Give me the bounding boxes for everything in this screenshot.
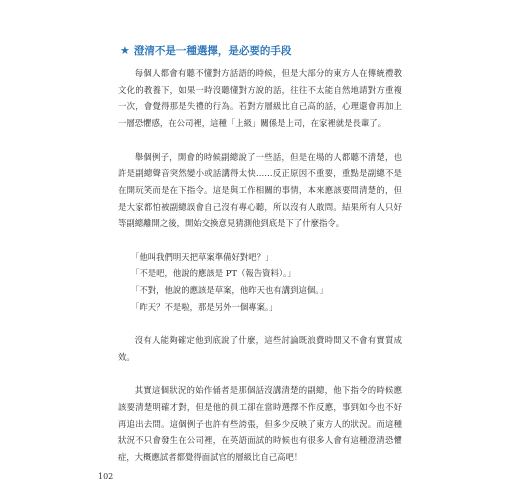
paragraph-3: 沒有人能夠確定他到底說了什麼，這些討論既浪費時間又不會有實質成效。 — [118, 335, 402, 362]
star-icon: ★ — [120, 44, 130, 57]
paragraph-2: 舉個例子，開會的時候副總說了一些話，但是在場的人都聽不清楚，也許是副總聲音突然變小或話講得太快……反正原因不重要，重點是副總不是在開玩笑而是在下指令。這是與工作相關的事情，本來應該要問清楚的，但是大家都怕被副總誤會自己沒有專心聽，所以沒有人敢問。結果所有人只好等副總離開之後，開始交換意見猜測他到底是下了什麼指令。 — [118, 151, 402, 229]
paragraph-gap — [118, 132, 402, 149]
paragraph-4: 其實這個狀況的始作俑者是那個話沒講清楚的副總，他下指令的時候應該要清楚明確才對，但是他的員工卻在當時選擇不作反應，事到如今也不好再追出去問。這個例子也許有些誇張，但多少反映了東方人的狀況。而這種狀況不只會發生在公司裡，在英語面試的時候也有很多人會有這種澄清恐懼症，大概應試者都覺得面試官的層級比自己高吧！ — [118, 385, 402, 463]
paragraph-gap — [118, 232, 402, 249]
paragraph-gap — [118, 316, 402, 333]
dialogue-block — [118, 249, 402, 316]
dialogue-line: 「昨天？不是啦，那是另外一個專案。」 — [131, 301, 278, 312]
paragraph-1: 每個人都會有聽不懂對方話語的時候，但是大部分的東方人在傳統禮教文化的教養下，如果一時沒聽懂對方說的話，往往不太能自然地請對方重複一次，會覺得那是失禮的行為。若對方層級比自己高的話，心理還會再加上一層恐懼感，在公司裡，這種「上級」關係是上司，在家裡就是長輩了。 — [118, 68, 402, 129]
section-heading — [120, 44, 420, 58]
section-title: 澄清不是一種選擇，是必要的手段 — [133, 45, 292, 57]
dialogue-line: 「不對，他說的應該是草案，他昨天也有講到這個。」 — [131, 285, 328, 296]
paragraph-gap — [118, 366, 402, 383]
page-number: 102 — [98, 472, 114, 481]
dialogue-line: 「不是吧，他說的應該是 PT（報告資料）。」 — [131, 268, 296, 279]
body-text — [118, 65, 402, 466]
dialogue-line: 「他叫我們明天把草案準備好對吧？」 — [131, 251, 274, 262]
